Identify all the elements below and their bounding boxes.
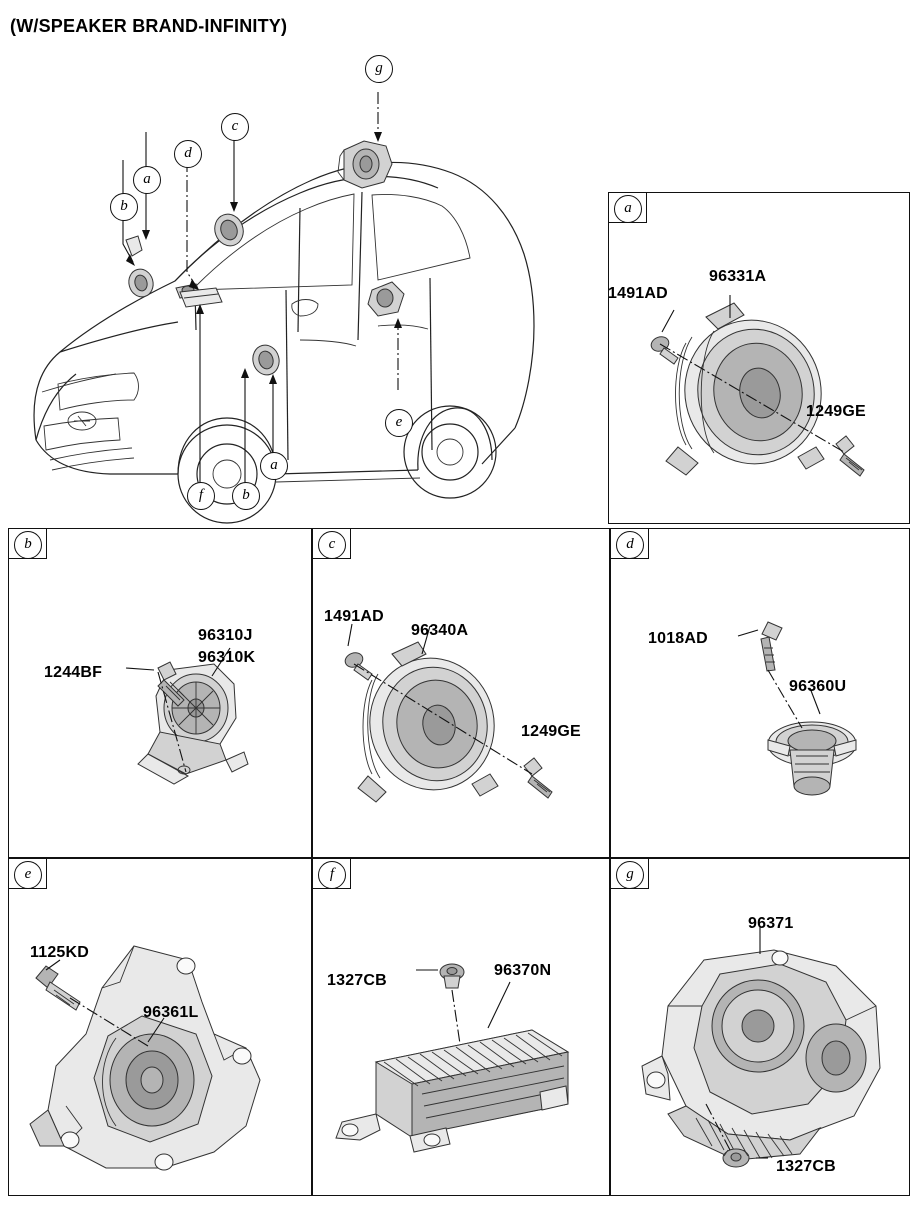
callout-b-rear: b	[232, 482, 260, 510]
panel-f-art	[312, 858, 610, 1196]
vehicle-illustration	[0, 40, 600, 560]
page-title: (W/SPEAKER BRAND-INFINITY)	[10, 16, 288, 36]
part-number-96310k: 96310K	[198, 649, 256, 666]
part-number-96340a: 96340A	[411, 622, 469, 639]
panel-g-art	[610, 858, 910, 1196]
part-number-1491ad-c: 1491AD	[324, 608, 384, 625]
panel-b-letter: b	[14, 531, 42, 559]
part-number-96361l: 96361L	[143, 1004, 199, 1021]
vehicle-part-e	[368, 282, 404, 316]
callout-c: c	[221, 113, 249, 141]
part-number-1018ad: 1018AD	[648, 630, 708, 647]
panel-e-art	[8, 858, 312, 1196]
part-number-1125kd: 1125KD	[30, 944, 90, 961]
callout-a-front: a	[133, 166, 161, 194]
panel-g-letter: g	[616, 861, 644, 889]
panel-e-letter: e	[14, 861, 42, 889]
part-number-96360u: 96360U	[789, 678, 847, 695]
panel-d-letter: d	[616, 531, 644, 559]
part-number-96370n: 96370N	[494, 962, 552, 979]
panel-a-letter: a	[614, 195, 642, 223]
panel-f-letter: f	[318, 861, 346, 889]
callout-f: f	[187, 482, 215, 510]
panel-d-art	[610, 528, 910, 858]
callout-g: g	[365, 55, 393, 83]
vehicle-part-ab-front	[126, 236, 156, 300]
part-number-1249ge-a: 1249GE	[806, 403, 866, 420]
panel-b-art	[8, 528, 312, 858]
part-number-96310j: 96310J	[198, 627, 253, 644]
vehicle-part-ab-rear	[250, 342, 283, 378]
panel-c-art	[312, 528, 610, 858]
part-number-96331a: 96331A	[709, 268, 767, 285]
panel-c-letter: c	[318, 531, 346, 559]
part-number-1491ad-a: 1491AD	[608, 285, 668, 302]
part-number-96371: 96371	[748, 915, 794, 932]
vehicle-part-g	[338, 141, 392, 188]
callout-a-rear: a	[260, 452, 288, 480]
callout-d: d	[174, 140, 202, 168]
panel-a-art	[608, 192, 910, 524]
part-number-1327cb-f: 1327CB	[327, 972, 387, 989]
callout-b-front: b	[110, 193, 138, 221]
part-number-1249ge-c: 1249GE	[521, 723, 581, 740]
callout-e: e	[385, 409, 413, 437]
vehicle-part-f	[180, 288, 222, 307]
part-number-1327cb-g: 1327CB	[776, 1158, 836, 1175]
part-number-1244bf: 1244BF	[44, 664, 103, 681]
